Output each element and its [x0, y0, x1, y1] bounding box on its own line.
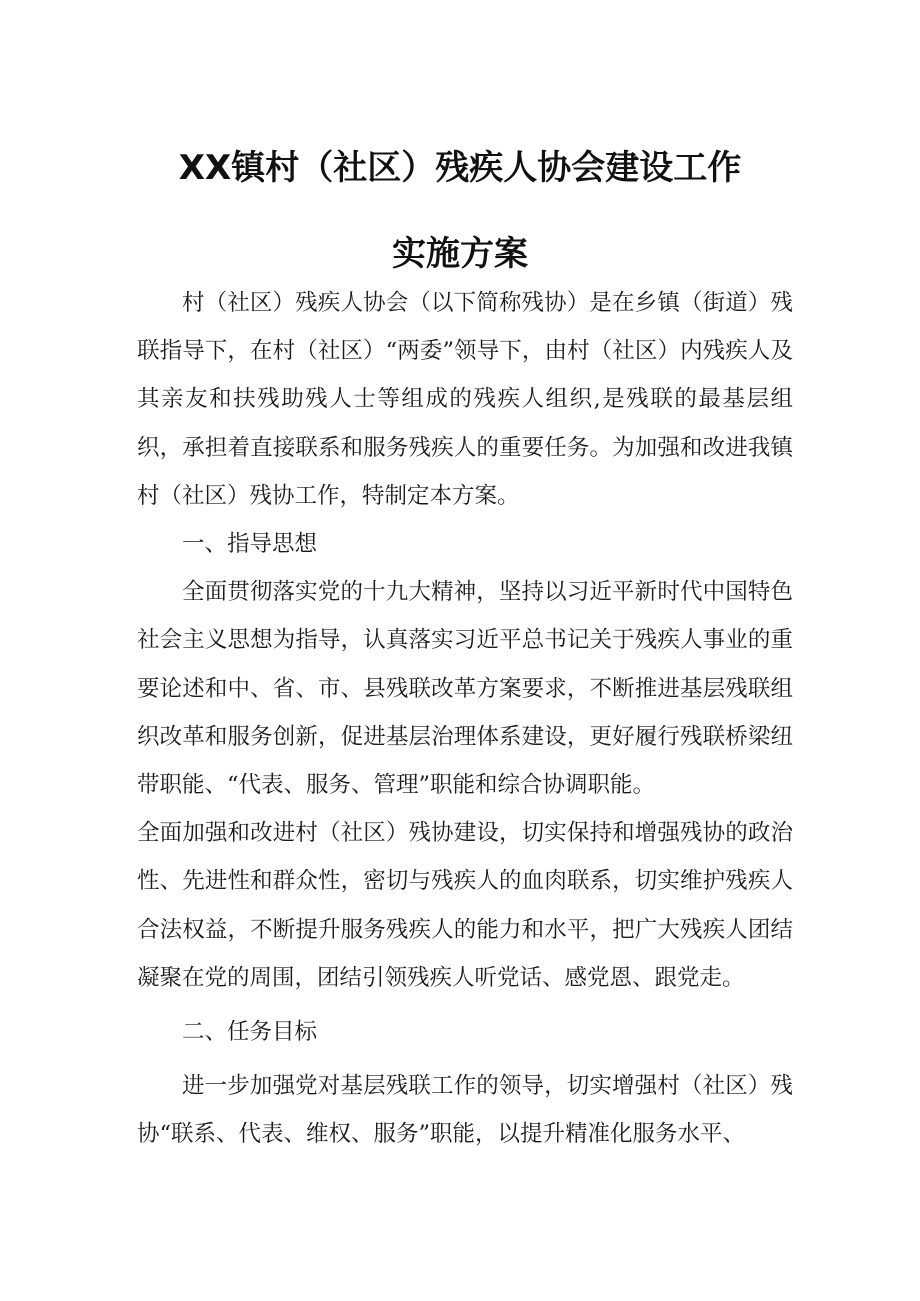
document-body [137, 279, 793, 1159]
document-title-line1: XX镇村（社区）残疾人协会建设工作 [178, 148, 742, 188]
document-title-line2: 实施方案 [392, 234, 528, 274]
guiding-thought-paragraph: 全面贯彻落实党的十九大精神，坚持以习近平新时代中国特色社会主义思想为指导，认真落实习近平总书记关于残疾人事业的重要论述和中、省、市、县残联改革方案要求，不断推进基层残联组织改革和服务创新，促进基层治理体系建设，更好履行残联桥梁纽带职能、“代表、服务、管理”职能和综合协调职能。 [137, 579, 793, 799]
section-heading-task-goals: 二、任务目标 [182, 1019, 318, 1046]
guiding-thought-paragraph-continued: 全面加强和改进村（社区）残协建设，切实保持和增强残协的政治性、先进性和群众性，密切与残疾人的血肉联系，切实维护残疾人合法权益，不断提升服务残疾人的能力和水平，把广大残疾人团结凝聚在党的周围，团结引领残疾人听党话、感党恩、跟党走。 [137, 820, 793, 991]
task-goals-paragraph: 进一步加强党对基层残联工作的领导，切实增强村（社区）残协“联系、代表、维权、服务”职能，以提升精准化服务水平、 [137, 1073, 793, 1148]
intro-paragraph: 村（社区）残疾人协会（以下简称残协）是在乡镇（街道）残联指导下，在村（社区）“两委”领导下，由村（社区）内残疾人及其亲友和扶残助残人士等组成的残疾人组织,是残联的最基层组织，承担着直接联系和服务残疾人的重要任务。为加强和改进我镇村（社区）残协工作，特制定本方案。 [137, 290, 793, 509]
section-heading-guiding-thought: 一、指导思想 [182, 531, 318, 558]
